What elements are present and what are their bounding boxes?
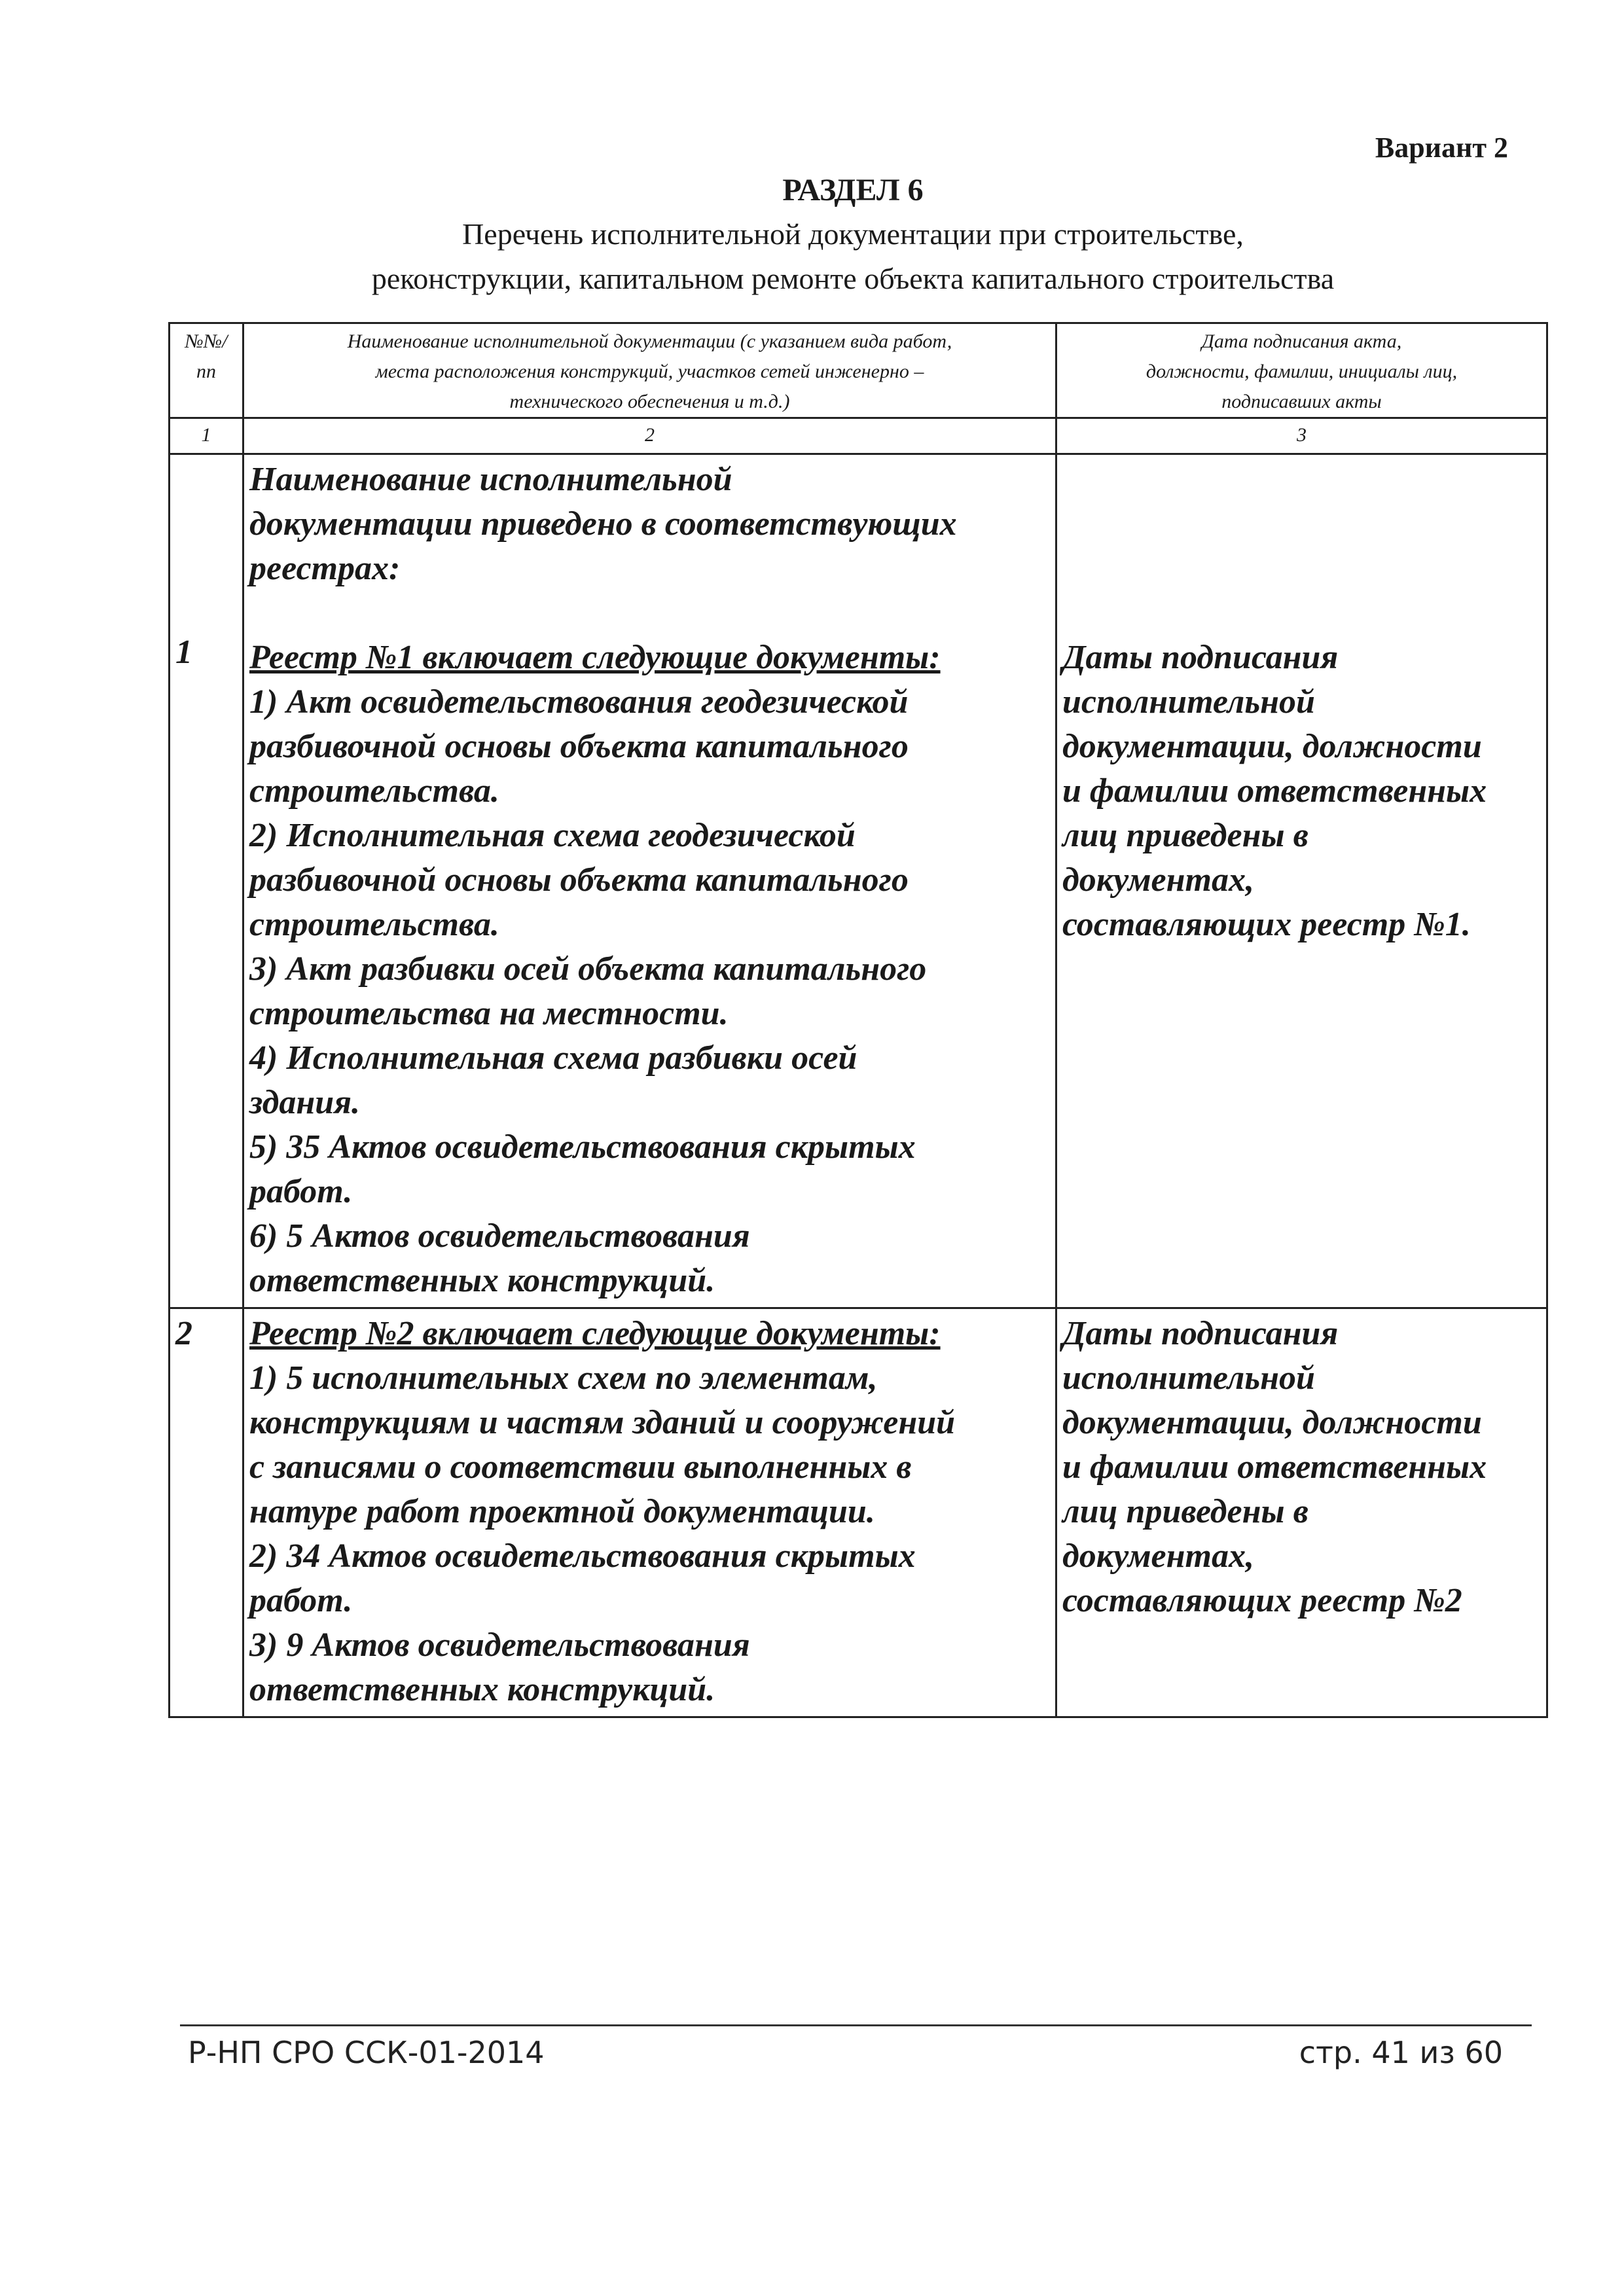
signing-info-cell: Даты подписания исполнительной документации, должности и фамилии ответственных лиц приведены в документах, составляющих реестр №2 — [1056, 1308, 1547, 1717]
header-signing-date: Дата подписания акта, должности, фамилии, инициалы лиц, подписавших акты — [1056, 323, 1547, 418]
row-number: 1 — [170, 454, 244, 1308]
footer-page-number: стр. 41 из 60 — [1299, 2035, 1503, 2070]
column-number: 2 — [244, 418, 1056, 454]
header-document-name: Наименование исполнительной документации (с указанием вида работ, места расположения конструкций, участков сетей инженерно – технического обеспечения и т.д.) — [244, 323, 1056, 418]
footer-divider — [180, 2024, 1532, 2026]
column-number: 3 — [1056, 418, 1547, 454]
header-number: №№/ пп — [170, 323, 244, 418]
table-row — [170, 454, 1547, 1308]
row-number: 2 — [170, 1308, 244, 1717]
column-number-row — [170, 418, 1547, 454]
section-subtitle-line: Перечень исполнительной документации при строительстве, — [462, 217, 1244, 251]
documentation-table — [168, 322, 1548, 1718]
signing-info-cell: Даты подписания исполнительной документации, должности и фамилии ответственных лиц приведены в документах, составляющих реестр №1. — [1056, 454, 1547, 1308]
table-header-row — [170, 323, 1547, 418]
register-title: Реестр №2 включает следующие документы: — [249, 1315, 941, 1352]
section-subtitle-line: реконструкции, капитальном ремонте объекта капитального строительства — [371, 262, 1335, 295]
section-header — [164, 169, 1542, 301]
footer-doc-code: Р-НП СРО ССК-01-2014 — [188, 2035, 545, 2070]
register-title: Реестр №1 включает следующие документы: — [249, 639, 941, 676]
table-row — [170, 1308, 1547, 1717]
variant-label: Вариант 2 — [1375, 132, 1508, 164]
column-number: 1 — [170, 418, 244, 454]
spacer — [249, 591, 1050, 636]
document-list-cell: Наименование исполнительной документации приведено в соответствующих реестрах: Реестр №1 включает следующие документы: 1) Акт освидетельствования геодезической разбивочной основы объекта капитального строительства. 2) Исполнительная схема геодезической разбивочной основы объекта капитального строительства. 3) Акт разбивки осей объекта капитального строительства на местности. 4) Исполнительная схема разбивки осей здания. 5) 35 Актов освидетельствования скрытых работ. 6) 5 Актов освидетельствования ответственных конструкций. — [244, 454, 1056, 1308]
section-title: РАЗДЕЛ 6 — [782, 173, 924, 207]
document-list-cell: Реестр №2 включает следующие документы: 1) 5 исполнительных схем по элементам, конструкциям и частям зданий и сооружений с записями о соответствии выполненных в натуре работ проектной документации. 2) 34 Актов освидетельствования скрытых работ. 3) 9 Актов освидетельствования ответственных конструкций. — [244, 1308, 1056, 1717]
